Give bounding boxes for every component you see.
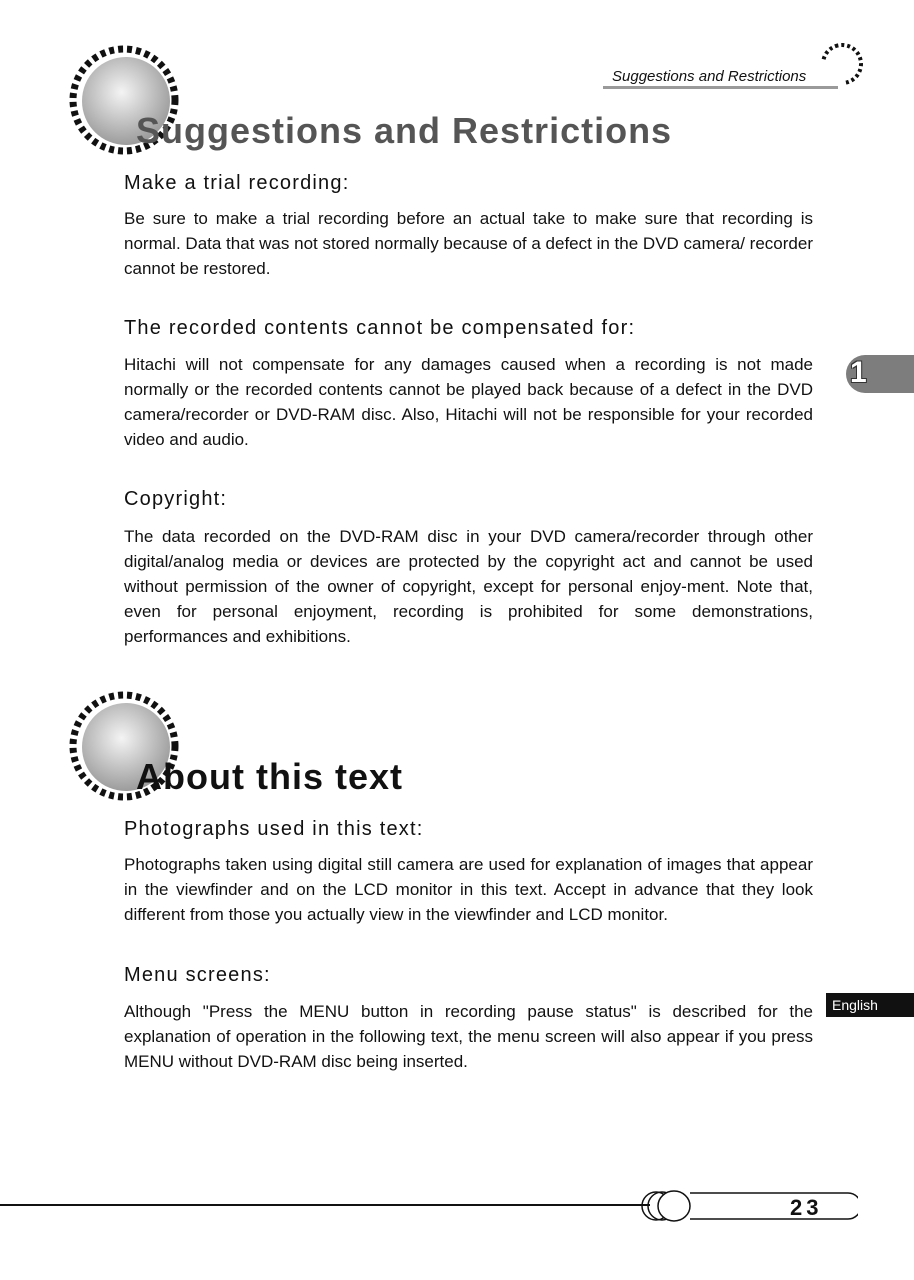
subheading-photographs: Photographs used in this text: — [124, 818, 424, 840]
paragraph-copyright: The data recorded on the DVD-RAM disc in your DVD camera/recorder through other digital/analog media or devices are protected by the copyright act and cannot be used without permission of the owner of copyright, except for personal enjoy-ment. Note that, even for personal enjoyment, recording is prohibited for some demonstrations, performances and exhibitions. — [124, 527, 813, 646]
header-rule — [603, 86, 838, 89]
chapter-number: 1 — [850, 356, 867, 389]
subheading-compensation: The recorded contents cannot be compensated for: — [124, 317, 636, 339]
subheading-trial-recording: Make a trial recording: — [124, 172, 350, 194]
language-badge: English — [826, 993, 914, 1017]
paragraph-compensation: Hitachi will not compensate for any damages caused when a recording is not made normally or the recorded contents cannot be played back because of a defect in the DVD camera/recorder or DVD-RAM disc. Also, Hitachi will not be responsible for your recorded video and audio. — [124, 355, 813, 449]
section-title-suggestions: Suggestions and Restrictions — [136, 110, 673, 151]
footer-rule — [0, 1204, 650, 1206]
page-number: 23 — [790, 1195, 823, 1220]
page-number-frame-icon — [638, 1190, 858, 1224]
paragraph-menu-screens: Although "Press the MENU button in recording pause status" is described for the explanation of operation in the following text, the menu screen will also appear if you press MENU without DVD-RAM disc being inserted. — [124, 1002, 813, 1071]
paragraph-photographs: Photographs taken using digital still camera are used for explanation of images that appear in the viewfinder and on the LCD monitor in this text. Accept in advance that they look different from those you actually view in the viewfinder and LCD monitor. — [124, 855, 813, 924]
section-title-about: About this text — [136, 756, 403, 797]
subheading-copyright: Copyright: — [124, 488, 228, 510]
running-header: Suggestions and Restrictions — [612, 68, 807, 85]
subheading-menu-screens: Menu screens: — [124, 964, 271, 986]
paragraph-trial-recording: Be sure to make a trial recording before an actual take to make sure that recording is normal. Data that was not stored normally because of a defect in the DVD camera/ recorder cannot be restored. — [124, 209, 813, 278]
